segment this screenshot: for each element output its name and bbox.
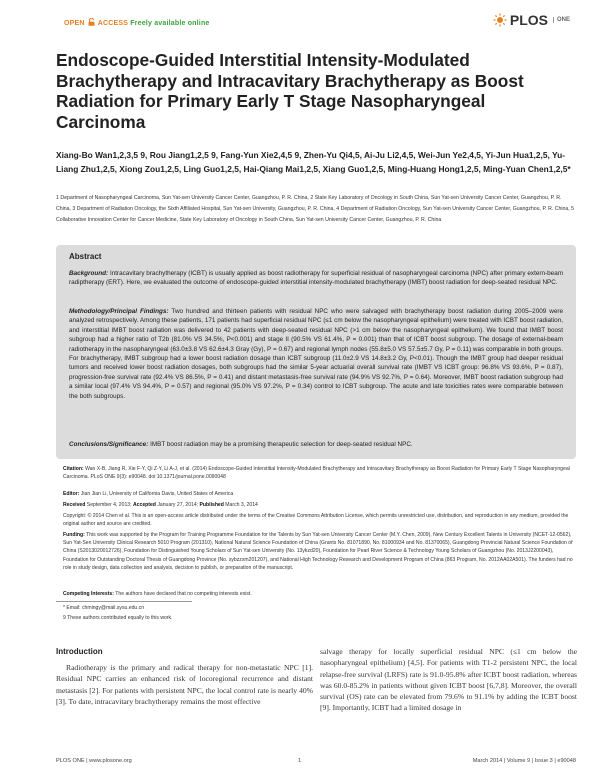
one-wordmark: ONE <box>553 17 570 23</box>
footer-issue: March 2014 | Volume 9 | Issue 3 | e90048 <box>472 758 576 764</box>
equal-contribution-note: 9 These authors contributed equally to this work. <box>63 615 173 621</box>
plos-one-logo[interactable] <box>493 12 570 28</box>
intro-heading: Introduction <box>56 647 103 656</box>
email-footnote[interactable]: * Email: chmingy@mail.sysu.edu.cn <box>63 605 145 611</box>
journal-header <box>64 12 570 34</box>
competing-text: The authors have declared that no competing interests exist. <box>115 591 252 597</box>
open-access-banner[interactable] <box>64 18 210 27</box>
received-label: Received <box>63 502 86 508</box>
access-label: ACCESS <box>97 20 129 27</box>
footer-journal: PLOS ONE | www.plosone.org <box>56 758 132 764</box>
abstract-heading: Abstract <box>69 252 102 261</box>
accepted-label: Accepted <box>132 502 156 508</box>
abstract-methods <box>69 307 563 401</box>
intro-left-column: Radiotherapy is the primary and radical therapy for non-metastatic NPC [1]. Residual NPC carries an enhanced risk of locoregional recurrence and distant metastasis [2]. For patients with persistent NPC, the local control rate is nearly 40% [3]. To date, intracavitary brachytherapy remains the most effective <box>56 663 313 706</box>
plos-sun-icon <box>493 13 507 27</box>
funding-label: Funding: <box>63 532 85 538</box>
conclusions-text: IMBT boost radiation may be a promising therapeutic selection for deep-seated residual NPC. <box>150 441 413 448</box>
methods-text: Two hundred and thirteen patients with residual NPC who were salvaged with brachytherapy boost radiation during 2005–2009 were analyzed retrospectively. Among these patients, 171 patients had superficial residual NPC (≤1 cm below the nasopharyngeal epithelium) were treated with ICBT boost radiation, and interstitial IMBT boost radiation was delivered to 42 patients with deep-seated residual NPC (>1 cm below the nasopharyngeal epithelium). We found that IMBT boost subgroup had a higher ratio of T2b (81.0% VS 34.5%, P<0.001) and stage II (90.5% VS 61.4%, P = 0.001) than that of ICBT boost subgroup. The dosage of external-beam radiotherapy in the nasopharyngeal (63.0±3.8 VS 62.6±4.3 Gray (Gy), P = 0.67) and regional lymph nodes (55.8±5.0 VS 57.5±5.7 Gy, P = 0.11) was comparable in both groups. For brachytherapy, IMBT subgroup had a lower boost radiation dosage than ICBT subgroup (11.0±2.9 VS 14.8±3.2 Gy, P<0.01). Though the IMBT group had deeper residual tumors and received lower boost radiation dosages, both subgroups had the similar 5-year actuarial overall survival rate (IMBT VS ICBT group: 96.8% VS 93.6%, P = 0.87), progression-free survival rate (92.4% VS 86.5%, P = 0.41) and distant metastasis-free survival rate (94.9% VS 92.7%, P = 0.64). Moreover, IMBT boost radiation subgroup had a similar local (97.4% VS 94.4%, P = 0.57) and regional (95.0% VS 97.2%, P = 0.34) control to ICBT subgroup. The acute and late toxicities rates were comparable between the both subgroups. <box>69 308 564 400</box>
footnote-divider <box>56 601 192 602</box>
editor-label: Editor: <box>63 491 80 497</box>
funding <box>63 531 575 572</box>
received-date: September 4, 2013; <box>86 502 132 508</box>
editor-text: Jian Jian Li, University of California Davis, United States of America <box>80 491 234 497</box>
author-list: Xiang-Bo Wan1,2,3,5 9, Rou Jiang1,2,5 9, Fang-Yun Xie2,4,5 9, Zhen-Yu Qi4,5, Ai-Ju Li2,4,5, Wei-Jun Ye2,4,5, Yi-Jun Hua1,2,5, Yu-Liang Zhu1,2,5, Xiong Zou1,2,5, Ling Guo1,2,5, Hai-Qiang Mai1,2,5, Xiang Guo1,2,5, Ming-Huang Hong1,2,5, Ming-Yuan Chen1,2,5* <box>56 150 571 174</box>
copyright: Copyright: © 2014 Chen et al. This is an open-access article distributed under the terms of the Creative Commons Attribution License, which permits unrestricted use, distribution, and reproduction in any medium, provided the original author and source are credited. <box>63 513 569 528</box>
editor <box>63 490 575 498</box>
funding-text: This work was supported by the Program for Training Programme Foundation for the Talents by Sun Yat-sen University Cancer Center (M.Y. Chen, 2009), New Century Excellent Talents in University (NCET-12-0562), Sun Yat-Sen University Clinical Research 5010 Program (201310), National Natural Science Foundation of China (Grants No. 81071890, No. 81000934 and No. 81370065), Guangdong Provincial Natural Science Foundation of China (S2013020012726), Foundation for Distinguished Young Scholars of Sun Yat-sen University (No. 13ykzd20), Foundation for Pearl River Science & Technology Young Scholars of Guangzhou (No. 2013J2200043), Foundation for Outstanding Doctoral Thesis of Guangdong Province (No. sybzzxm201207), and National High Technology Research and Development Program of China (863 Program, No. 2012AA02A501). The funders had no role in study design, data collection and analysis, decision to publish, or preparation of the manuscript. <box>63 532 573 571</box>
citation <box>63 465 575 481</box>
background-label: Background: <box>69 270 109 277</box>
footer-page-number: 1 <box>298 758 302 764</box>
competing-interests <box>63 590 575 598</box>
abstract-conclusions <box>69 440 563 449</box>
affiliations: 1 Department of Nasopharyngeal Carcinoma, Sun Yat-sen University Cancer Center, Guangzhou, P. R. China, 2 State Key Laboratory of Oncology in South China, Sun Yat-sen University Cancer Center, Guangzhou, P. R. China, 3 Department of Radiation Oncology, the Sixth Affiliated Hospital, Sun Yat-sen University, Guangzhou, P. R. China, 4 Department of Radiation Oncology, Sun Yat-sen University Cancer Center, Guangzhou, P. R. China, 5 Collaborative Innovation Center for Cancer Medicine, State Key Laboratory of Oncology in South China, Sun Yat-sen University Cancer Center, Guangzhou, P. R. China <box>56 195 575 223</box>
abstract-box <box>56 245 576 459</box>
freely-available-label: Freely available online <box>130 20 210 27</box>
dates <box>63 501 575 509</box>
conclusions-label: Conclusions/Significance: <box>69 441 149 448</box>
methods-label: Methodology/Principal Findings: <box>69 308 169 315</box>
citation-label: Citation: <box>63 466 84 472</box>
accepted-date: January 27, 2014; <box>157 502 199 508</box>
open-lock-icon <box>88 18 95 26</box>
intro-right-column: salvage therapy for locally superficial residual NPC (≤1 cm below the nasopharyngeal epithelium) [4,5]. For patients with T1-2 persistent NPC, the local relapse-free survival (LRFS) rate is 91.0-95.8% after ICBT boost radiation, whereas was 60.0-85.2% in patients without given ICBT boost [6,7,8]. Moreover, the overall survival (OS) rate can be elevated from 79.6% to 91.1% by adding the ICBT boost [9]. Importantly, ICBT had a limited dosage in <box>320 647 577 713</box>
background-text: Intracavitary brachytherapy (ICBT) is usually applied as boost radiotherapy for superficial residual of nasopharyngeal carcinoma (NPC) after primary extern-beam radiptherapy (ERT). Here, we evaluated the outcome of endoscope-guided interstitial intensity-modulated brachytherapy (IMBT) boost radiation for deep-seated residual NPC. <box>69 270 564 287</box>
open-label: OPEN <box>64 20 85 27</box>
abstract-background <box>69 269 563 288</box>
citation-text[interactable]: Wan X-B, Jiang R, Xie F-Y, Qi Z-Y, Li A-J, et al. (2014) Endoscope-Guided Interstitial Intensity-Modulated Brachytherapy and Intracavitary Brachytherapy as Boost Radiation for Primary Early T Stage Nasopharyngeal Carcinoma. PLoS ONE 9(3): e90048. doi:10.1371/journal.pone.0090048 <box>63 466 570 481</box>
article-title: Endoscope-Guided Interstitial Intensity-Modulated Brachytherapy and Intracavitary Brachytherapy as Boost Radiation for Primary Early T Stage Nasopharyngeal Carcinoma <box>56 50 524 132</box>
published-label: Published <box>199 502 224 508</box>
competing-label: Competing Interests: <box>63 591 114 597</box>
published-date: March 3, 2014 <box>225 502 258 508</box>
plos-wordmark: PLOS <box>509 12 548 28</box>
